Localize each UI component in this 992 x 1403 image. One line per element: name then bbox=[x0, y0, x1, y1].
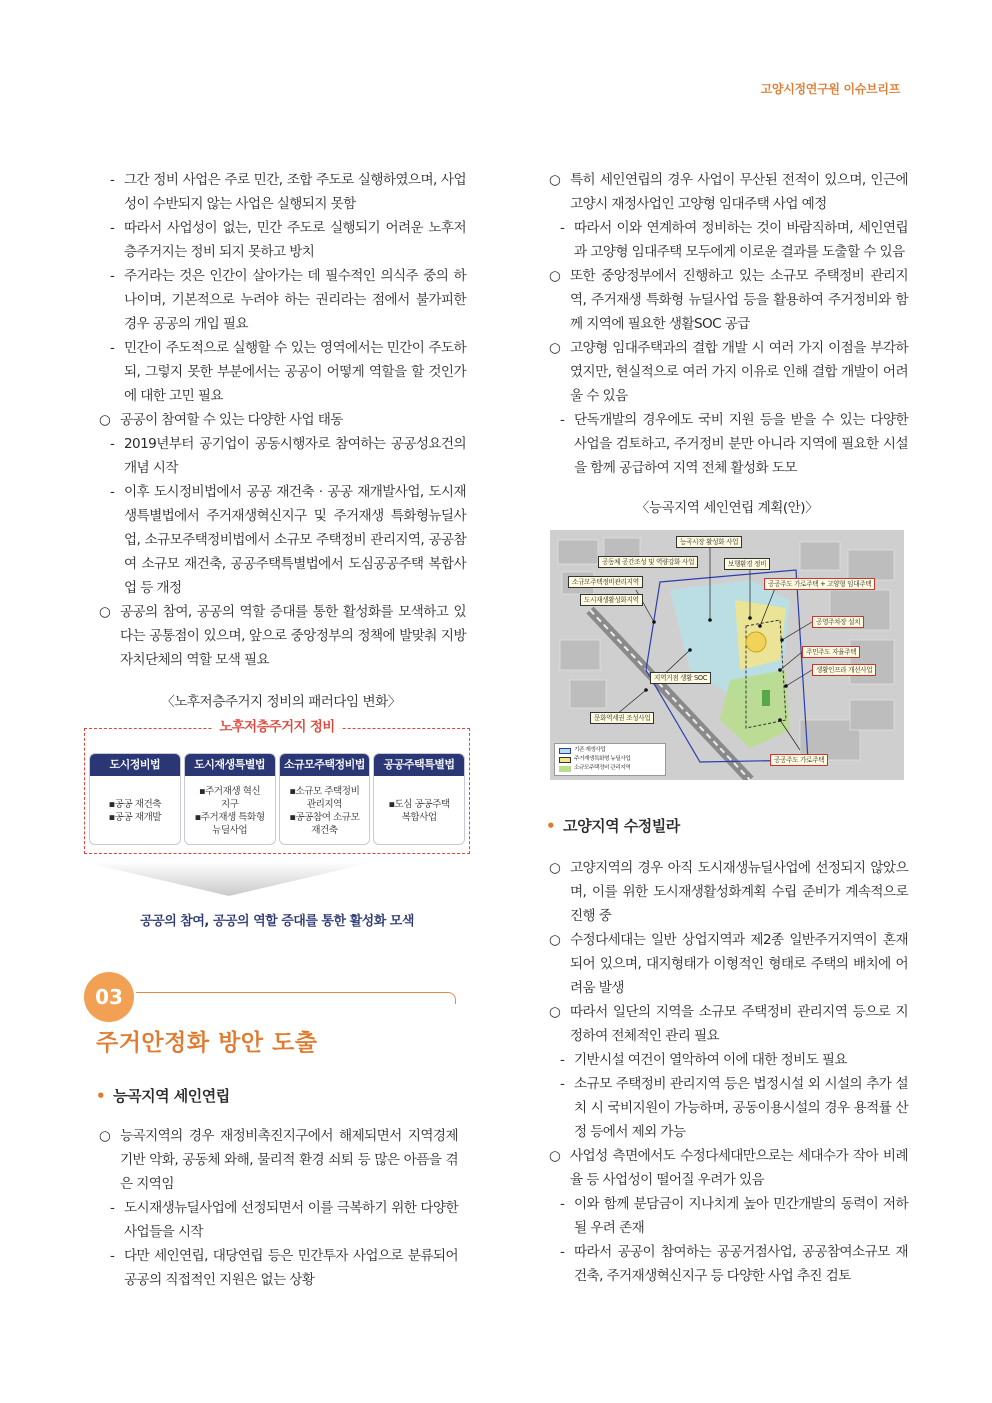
dash-paragraph: - 따라서 공공이 참여하는 공공거점사업, 공공참여소규모 재건축, 주거재생혁신지구 등 다양한 사업 추진 검토 bbox=[546, 1240, 908, 1288]
diagram-result: 공공의 참여, 공공의 역할 증대를 통한 활성화 모색 bbox=[140, 914, 414, 929]
map-caption: 〈능곡지역 세인연립 계획(안)〉 bbox=[635, 500, 819, 516]
diagram-col-small-housing bbox=[279, 753, 371, 845]
diagram-col-body: ▪주거재생 혁신 지구 ▪주거재생 특화형 뉴딜사업 bbox=[194, 786, 265, 836]
bullet-dot-icon: • bbox=[546, 817, 556, 835]
legend-item bbox=[559, 755, 661, 764]
legend-item bbox=[559, 764, 661, 773]
left-upper-text bbox=[96, 168, 466, 672]
dash-paragraph: - 따라서 사업성이 없는, 민간 주도로 실행되기 어려운 노후저층주거지는 정비 되지 못하고 방치 bbox=[96, 216, 466, 264]
map-tag: 생활인프라 개선사업 bbox=[812, 664, 876, 676]
dash-paragraph: - 이후 도시정비법에서 공공 재건축 · 공공 재개발사업, 도시재생특별법에서 주거재생혁신지구 및 주거재생 특화형뉴딜사업, 소규모주택정비법에서 소규모 주택정비 관리지역, 공공참여 소규모 재건축, 공공주택특별법에서 도심공공주택 복합사업 등 개정 bbox=[96, 480, 466, 600]
bullet-paragraph: ○ 따라서 일단의 지역을 소규모 주택정비 관리지역 등으로 지정하여 전체적인 관리 필요 bbox=[546, 1000, 908, 1048]
dash-paragraph: - 다만 세인연립, 대당연립 등은 민간투자 사업으로 분류되어 공공의 직접적인 지원은 없는 상황 bbox=[96, 1244, 458, 1292]
dash-paragraph: - 기반시설 여건이 열악하여 이에 대한 정비도 필요 bbox=[546, 1048, 908, 1072]
diagram-col-public-housing bbox=[373, 753, 465, 845]
bullet-paragraph: ○ 수정다세대는 일반 상업지역과 제2종 일반주거지역이 혼재되어 있으며, 대지형태가 이형적인 형태로 주택의 배치에 어려움 발생 bbox=[546, 928, 908, 1000]
map-tag: 공공주도 가로주택 + 고양형 임대주택 bbox=[764, 578, 875, 590]
header-brand: 고양시정연구원 이슈브리프 bbox=[760, 82, 900, 96]
subheading-label: 능곡지역 세인연립 bbox=[113, 1087, 230, 1105]
bullet-paragraph: ○ 또한 중앙정부에서 진행하고 있는 소규모 주택정비 관리지역, 주거재생 특화형 뉴딜사업 등을 활용하여 주거정비와 함께 지역에 필요한 생활SOC 공급 bbox=[546, 264, 908, 336]
section-title: 주거안정화 방안 도출 bbox=[96, 1030, 318, 1056]
map-tag: 보행환경 정비 bbox=[724, 558, 770, 570]
bullet-dot-icon: • bbox=[96, 1087, 106, 1105]
bullet-paragraph: ○ 공공의 참여, 공공의 역할 증대를 통한 활성화를 모색하고 있다는 공통점이 있으며, 앞으로 중앙정부의 정책에 발맞춰 지방자치단체의 역할 모색 필요 bbox=[96, 600, 466, 672]
map-tag: 공공주도 가로주택 bbox=[770, 754, 828, 766]
left-lower-paragraphs bbox=[96, 1124, 458, 1292]
diagram-col-body: ▪도심 공공주택 복합사업 bbox=[388, 799, 450, 823]
diagram-col-urban-renewal bbox=[89, 753, 181, 845]
bullet-paragraph: ○ 특히 세인연립의 경우 사업이 무산된 전적이 있으며, 인근에 고양시 재정사업인 고양형 임대주택 사업 예정 bbox=[546, 168, 908, 216]
subheading-label: 고양지역 수정빌라 bbox=[563, 817, 680, 835]
map-tag: 공동체 공간조성 및 역량강화 사업 bbox=[598, 556, 698, 568]
dash-paragraph: - 주거라는 것은 인간이 살아가는 데 필수적인 의식주 중의 하나이며, 기본적으로 누려야 하는 권리라는 점에서 불가피한 경우 공공의 개입 필요 bbox=[96, 264, 466, 336]
legend-swatch bbox=[559, 757, 571, 763]
dash-paragraph: - 2019년부터 공기업이 공동시행자로 참여하는 공공성요건의 개념 시작 bbox=[96, 432, 466, 480]
diagram-col-head: 도시재생특별법 bbox=[185, 754, 275, 776]
dash-paragraph: - 소규모 주택정비 관리지역 등은 법정시설 외 시설의 추가 설치 시 국비지원이 가능하며, 공동이용시설의 경우 용적률 산정 등에서 제외 가능 bbox=[546, 1072, 908, 1144]
diagram-box bbox=[84, 720, 470, 854]
map-tag: 공영주차장 설치 bbox=[812, 616, 864, 628]
dash-paragraph: - 단독개발의 경우에도 국비 지원 등을 받을 수 있는 다양한 사업을 검토하고, 주거정비 분만 아니라 지역에 필요한 시설을 함께 공급하여 지역 전체 활성화 도모 bbox=[546, 408, 908, 480]
diagram-caption: 〈노후저층주거지 정비의 패러다임 변화〉 bbox=[161, 694, 401, 710]
plan-map bbox=[550, 530, 904, 780]
bullet-paragraph: ○ 공공이 참여할 수 있는 다양한 사업 태동 bbox=[96, 408, 466, 432]
legend-label: 기존 재생사업 bbox=[574, 747, 606, 753]
paradigm-diagram bbox=[84, 720, 470, 934]
legend-label: 소규모주택정비 관리지역 bbox=[574, 765, 631, 771]
right-lower-paragraphs bbox=[546, 856, 908, 1288]
dash-paragraph: - 따라서 이와 연계하여 정비하는 것이 바람직하며, 세인연립과 고양형 임대주택 모두에게 이로운 결과를 도출할 수 있음 bbox=[546, 216, 908, 264]
bullet-paragraph: ○ 사업성 측면에서도 수정다세대만으로는 세대수가 작아 비례율 등 사업성이 떨어질 우려가 있음 bbox=[546, 1144, 908, 1192]
legend-swatch bbox=[559, 748, 571, 754]
diagram-col-head: 공공주택특별법 bbox=[374, 754, 464, 776]
right-upper-text bbox=[546, 168, 908, 480]
subheading-goyang bbox=[546, 814, 908, 838]
left-column bbox=[96, 168, 466, 934]
diagram-col-body: ▪소규모 주택정비 관리지역 ▪공공참여 소규모 재건축 bbox=[289, 786, 360, 836]
dash-paragraph: - 이와 함께 분담금이 지나치게 높아 민간개발의 동력이 저하될 우려 존재 bbox=[546, 1192, 908, 1240]
dash-paragraph: - 그간 정비 사업은 주로 민간, 조합 주도로 실행하였으며, 사업성이 수반되지 않는 사업은 실행되지 못함 bbox=[96, 168, 466, 216]
map-tag: 능곡시장 활성화 사업 bbox=[676, 536, 742, 548]
diagram-col-body: ▪공공 재건축 ▪공공 재개발 bbox=[108, 799, 162, 823]
section-heading bbox=[96, 972, 458, 1062]
dash-paragraph: - 도시재생뉴딜사업에 선정되면서 이를 극복하기 위한 다양한 사업들을 시작 bbox=[96, 1196, 458, 1244]
subheading-neunggok bbox=[96, 1084, 458, 1108]
map-tag: 주민주도 자율주택 bbox=[802, 646, 860, 658]
section-number: 03 bbox=[84, 972, 134, 1022]
diagram-col-head: 소규모주택정비법 bbox=[280, 754, 370, 776]
section-divider bbox=[136, 992, 456, 1004]
legend-item bbox=[559, 746, 661, 755]
map-tag: 문화역세권 조성사업 bbox=[590, 712, 654, 724]
diagram-col-urban-regeneration bbox=[184, 753, 276, 845]
legend-swatch bbox=[559, 766, 571, 772]
map-legend bbox=[554, 743, 666, 776]
legend-label: 주거재생특화형 뉴딜사업 bbox=[574, 756, 631, 762]
diagram-col-head: 도시정비법 bbox=[90, 754, 180, 776]
map-tag: 소규모주택정비관리지역 bbox=[568, 576, 643, 588]
diagram-columns bbox=[89, 753, 465, 845]
map-tag: 지역거점 생활 SOC bbox=[650, 672, 711, 684]
bullet-paragraph: ○ 고양형 임대주택과의 결합 개발 시 여러 가지 이점을 부각하였지만, 현실적으로 여러 가지 이유로 인해 결합 개발이 어려울 수 있음 bbox=[546, 336, 908, 408]
dash-paragraph: - 민간이 주도적으로 실행할 수 있는 영역에서는 민간이 주도하되, 그렇지 못한 부분에서는 공공이 어떻게 역할을 할 것인가에 대한 고민 필요 bbox=[96, 336, 466, 408]
bullet-paragraph: ○ 능곡지역의 경우 재정비촉진지구에서 해제되면서 지역경제 기반 악화, 공동체 와해, 물리적 환경 쇠퇴 등 많은 아픔을 겪은 지역임 bbox=[96, 1124, 458, 1196]
left-lower-text bbox=[96, 1084, 458, 1292]
right-column bbox=[546, 168, 908, 1288]
map-tag: 도시재생활성화지역 bbox=[580, 594, 643, 606]
down-arrow-icon bbox=[84, 862, 374, 896]
diagram-title: 노후저층주거지 정비 bbox=[213, 718, 340, 738]
bullet-paragraph: ○ 고양지역의 경우 아직 도시재생뉴딜사업에 선정되지 않았으며, 이를 위한 도시재생활성화계획 수립 준비가 계속적으로 진행 중 bbox=[546, 856, 908, 928]
